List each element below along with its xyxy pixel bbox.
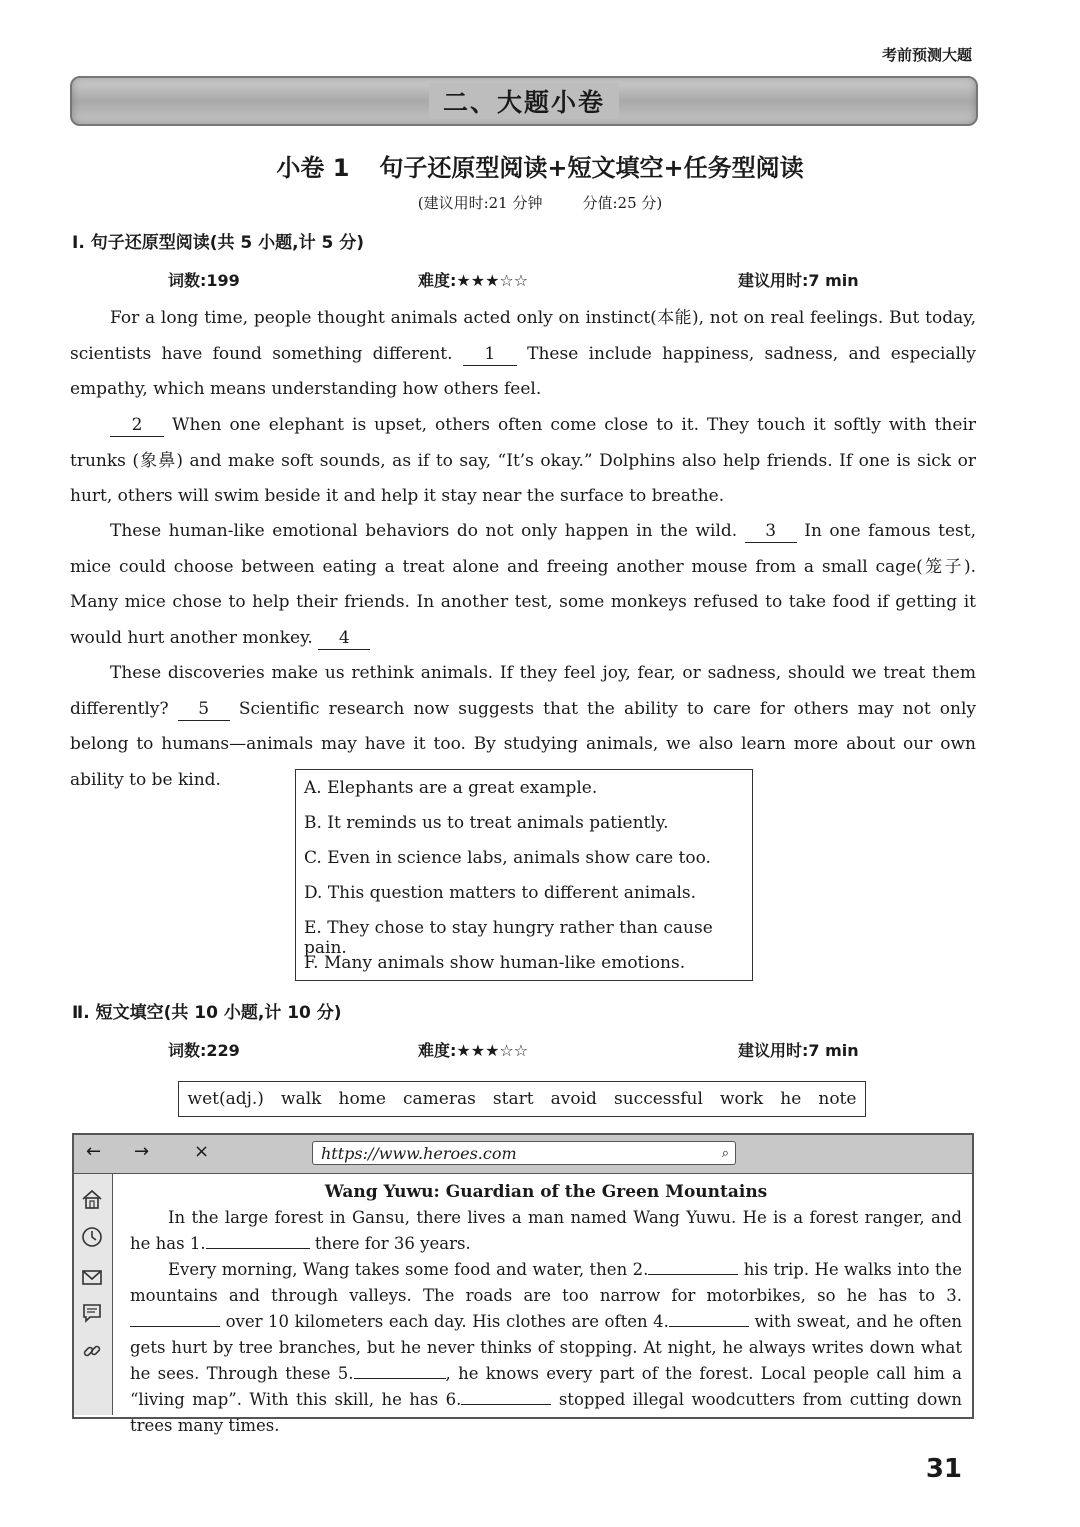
blank-fill-4[interactable]: [669, 1326, 749, 1327]
paper-title-number: 小卷 1: [276, 154, 350, 182]
word-bank-item: home: [338, 1089, 386, 1109]
option-f: F. Many animals show human-like emotions.: [304, 953, 686, 973]
paper-time-score: [0, 192, 1080, 213]
section1-difficulty: 难度:★★★☆☆: [418, 271, 529, 290]
article-content: [130, 1179, 962, 1439]
paper-time: (建议用时:21 分钟: [417, 194, 543, 212]
link-icon[interactable]: [81, 1340, 103, 1362]
article-paragraph-1: In the large forest in Gansu, there lives a man named Wang Yuwu. He is a forest ranger, and he has 1. there for 36 years.: [130, 1208, 962, 1253]
browser-sidebar: [74, 1174, 113, 1415]
blank-1[interactable]: 1: [463, 343, 517, 366]
blank-fill-3[interactable]: [130, 1326, 220, 1327]
word-bank-item: successful: [614, 1089, 703, 1109]
option-d: D. This question matters to different animals.: [304, 883, 697, 903]
word-bank-item: note: [818, 1089, 857, 1109]
option-e: E. They chose to stay hungry rather than cause pain.: [304, 918, 713, 958]
word-bank-item: work: [719, 1089, 764, 1109]
option-c: C. Even in science labs, animals show care too.: [304, 848, 711, 868]
blank-5[interactable]: 5: [178, 698, 230, 721]
section2-word-count: 词数:229: [168, 1041, 240, 1060]
banner-title: 二、大题小卷: [429, 83, 619, 119]
header-corner-label: 考前预测大题: [881, 46, 972, 64]
home-icon[interactable]: [81, 1188, 103, 1210]
option-a: A. Elephants are a great example.: [304, 778, 598, 798]
section1-paragraph-1: For a long time, people thought animals acted only on instinct(本能), not on real feelings. But today, scientists have found something different. 1 These include happiness, sadness, and especially empathy, which means understanding how others feel.: [70, 308, 977, 399]
blank-4[interactable]: 4: [318, 627, 370, 650]
blank-3[interactable]: 3: [745, 520, 797, 543]
blank-fill-5[interactable]: [354, 1378, 446, 1379]
word-bank: [178, 1081, 866, 1117]
clock-icon[interactable]: [81, 1226, 103, 1248]
blank-2[interactable]: 2: [110, 414, 164, 437]
section2-heading: Ⅱ. 短文填空(共 10 小题,计 10 分): [72, 1003, 342, 1023]
address-url: https://www.heroes.com: [321, 1144, 517, 1163]
section1-paragraph-2: 2 When one elephant is upset, others often come close to it. They touch it softly with their trunks (象鼻) and make soft sounds, as if to say, “It’s okay.” Dolphins also help friends. If one is sick or hurt, others will swim beside it and help it stay near the surface to breathe.: [70, 415, 977, 506]
close-icon[interactable]: ×: [194, 1141, 210, 1162]
mail-icon[interactable]: [81, 1266, 103, 1288]
paper-title-text: 句子还原型阅读+短文填空+任务型阅读: [379, 154, 804, 182]
section-banner: [70, 76, 978, 126]
word-bank-item: start: [492, 1089, 534, 1109]
blank-fill-6[interactable]: [461, 1404, 551, 1405]
section2-time: 建议用时:7 min: [738, 1041, 859, 1060]
option-b: B. It reminds us to treat animals patiently.: [304, 813, 669, 833]
address-bar[interactable]: [312, 1141, 736, 1165]
section1-time: 建议用时:7 min: [738, 271, 859, 290]
browser-frame: [72, 1133, 974, 1435]
blank-fill-1[interactable]: [206, 1248, 310, 1249]
search-icon[interactable]: ⌕: [721, 1146, 729, 1161]
comment-icon[interactable]: [81, 1302, 103, 1324]
word-bank-item: avoid: [550, 1089, 597, 1109]
forward-arrow-icon[interactable]: →: [134, 1141, 150, 1162]
browser-toolbar: [74, 1135, 972, 1174]
section1-paragraph-4: These discoveries make us rethink animals. If they feel joy, fear, or sadness, should we treat them differently? 5 Scientific research now suggests that the ability to care for others may not only belong to humans—animals may have it too. By studying animals, we also learn more about our own ability to be kind.: [70, 663, 977, 790]
back-arrow-icon[interactable]: ←: [86, 1141, 102, 1162]
blank-fill-2[interactable]: [648, 1274, 738, 1275]
article-paragraph-2: Every morning, Wang takes some food and water, then 2. his trip. He walks into the mountains and through valleys. The roads are too narrow for motorbikes, so he has to 3. over 10 kilometers each day. His clothes are often 4. with sweat, and he often gets hurt by tree branches, but he never thinks of stopping. At night, he always writes down what he sees. Through these 5. , he knows every part of the forest. Local people call him a “living map”. With this skill, he has 6. stopped illegal woodcutters from cutting down trees many times.: [130, 1260, 963, 1435]
section1-heading: Ⅰ. 句子还原型阅读(共 5 小题,计 5 分): [72, 233, 365, 253]
paper-title: [0, 148, 1080, 183]
article-title: Wang Yuwu: Guardian of the Green Mountains: [324, 1182, 768, 1202]
section1-word-count: 词数:199: [168, 271, 240, 290]
word-bank-item: walk: [281, 1089, 322, 1109]
word-bank-item: wet(adj.): [187, 1089, 264, 1109]
word-bank-item: cameras: [402, 1089, 476, 1109]
section1-paragraph-3: These human-like emotional behaviors do not only happen in the wild. 3 In one famous test, mice could choose between eating a treat alone and freeing another mouse from a small cage(笼子). Many mice chose to help their friends. In another test, some monkeys refused to take food if getting it would hurt another monkey. 4: [70, 521, 977, 648]
options-box: [295, 769, 753, 981]
section2-difficulty: 难度:★★★☆☆: [418, 1041, 529, 1060]
page-number: 31: [925, 1454, 962, 1484]
paper-score: 分值:25 分): [582, 194, 663, 212]
word-bank-item: he: [780, 1089, 802, 1109]
